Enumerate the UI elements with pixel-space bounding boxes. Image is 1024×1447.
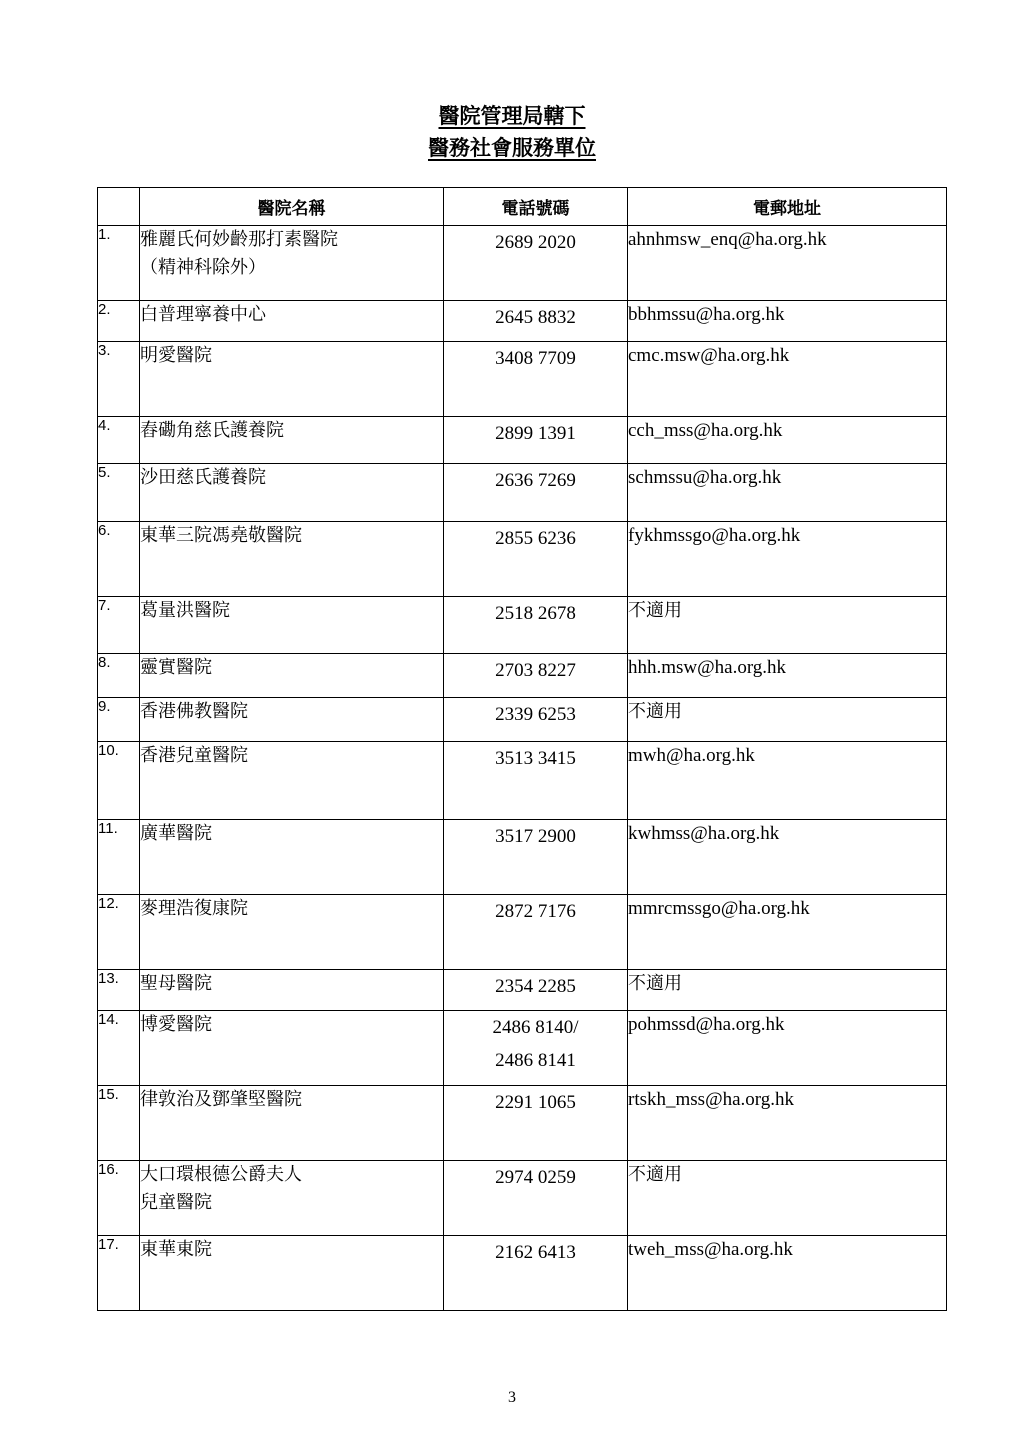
table-row (98, 342, 947, 417)
hospital-name-cell: 律敦治及鄧肇堅醫院 (140, 1086, 444, 1161)
email-cell: fykhmssgo@ha.org.hk (628, 522, 947, 597)
table-row (98, 301, 947, 342)
phone-column-header: 電話號碼 (444, 188, 628, 226)
row-number: 7. (98, 597, 140, 654)
phone-cell: 2354 2285 (444, 970, 628, 1011)
phone-cell: 2486 8140/ 2486 8141 (444, 1011, 628, 1086)
table-row (98, 522, 947, 597)
hospital-name-cell: 麥理浩復康院 (140, 895, 444, 970)
email-cell: 不適用 (628, 970, 947, 1011)
row-number: 6. (98, 522, 140, 597)
table-row (98, 1161, 947, 1236)
row-number: 16. (98, 1161, 140, 1236)
hospital-name-cell: 聖母醫院 (140, 970, 444, 1011)
table-header-row (98, 188, 947, 226)
table-body (98, 226, 947, 1311)
hospital-name-cell: 香港佛教醫院 (140, 698, 444, 742)
email-column-header: 電郵地址 (628, 188, 947, 226)
phone-cell: 3517 2900 (444, 820, 628, 895)
phone-cell: 2974 0259 (444, 1161, 628, 1236)
hospital-name-cell: 明愛醫院 (140, 342, 444, 417)
table-row (98, 820, 947, 895)
row-number: 11. (98, 820, 140, 895)
email-cell: ahnhmsw_enq@ha.org.hk (628, 226, 947, 301)
table-row (98, 698, 947, 742)
hospital-name-cell: 廣華醫院 (140, 820, 444, 895)
row-number: 15. (98, 1086, 140, 1161)
email-cell: pohmssd@ha.org.hk (628, 1011, 947, 1086)
phone-cell: 2872 7176 (444, 895, 628, 970)
hospital-name-cell: 舂磡角慈氏護養院 (140, 417, 444, 464)
phone-cell: 2339 6253 (444, 698, 628, 742)
phone-cell: 2855 6236 (444, 522, 628, 597)
table-row (98, 1086, 947, 1161)
table-row (98, 970, 947, 1011)
email-cell: bbhmssu@ha.org.hk (628, 301, 947, 342)
hospital-name-cell: 沙田慈氏護養院 (140, 464, 444, 522)
phone-cell: 3513 3415 (444, 742, 628, 820)
email-cell: cch_mss@ha.org.hk (628, 417, 947, 464)
row-number: 4. (98, 417, 140, 464)
table-row (98, 1236, 947, 1311)
phone-cell: 2899 1391 (444, 417, 628, 464)
hospital-name-cell: 香港兒童醫院 (140, 742, 444, 820)
hospital-name-cell: 東華三院馮堯敬醫院 (140, 522, 444, 597)
email-cell: 不適用 (628, 1161, 947, 1236)
phone-cell: 2689 2020 (444, 226, 628, 301)
email-cell: rtskh_mss@ha.org.hk (628, 1086, 947, 1161)
document-title: 醫院管理局轄下 (438, 104, 586, 128)
document-subtitle: 醫務社會服務單位 (428, 136, 596, 160)
row-number: 17. (98, 1236, 140, 1311)
phone-cell: 2645 8832 (444, 301, 628, 342)
page-number: 3 (508, 1389, 516, 1406)
phone-cell: 2518 2678 (444, 597, 628, 654)
table-row (98, 464, 947, 522)
hospital-name-cell: 大口環根德公爵夫人 兒童醫院 (140, 1161, 444, 1236)
table-row (98, 597, 947, 654)
row-number: 9. (98, 698, 140, 742)
hospital-name-cell: 東華東院 (140, 1236, 444, 1311)
table-row (98, 742, 947, 820)
index-column-header (98, 188, 140, 226)
row-number: 13. (98, 970, 140, 1011)
table-row (98, 417, 947, 464)
email-cell: mmrcmssgo@ha.org.hk (628, 895, 947, 970)
table-row (98, 654, 947, 698)
row-number: 10. (98, 742, 140, 820)
table-row (98, 1011, 947, 1086)
row-number: 14. (98, 1011, 140, 1086)
row-number: 8. (98, 654, 140, 698)
row-number: 3. (98, 342, 140, 417)
table-row (98, 226, 947, 301)
row-number: 2. (98, 301, 140, 342)
email-cell: cmc.msw@ha.org.hk (628, 342, 947, 417)
email-cell: 不適用 (628, 698, 947, 742)
hospital-name-cell: 白普理寧養中心 (140, 301, 444, 342)
phone-cell: 2703 8227 (444, 654, 628, 698)
hospital-name-cell: 雅麗氏何妙齡那打素醫院 （精神科除外） (140, 226, 444, 301)
row-number: 12. (98, 895, 140, 970)
email-cell: mwh@ha.org.hk (628, 742, 947, 820)
phone-cell: 2291 1065 (444, 1086, 628, 1161)
email-cell: kwhmss@ha.org.hk (628, 820, 947, 895)
medical-social-services-table (97, 187, 947, 1311)
row-number: 1. (98, 226, 140, 301)
phone-cell: 3408 7709 (444, 342, 628, 417)
email-cell: schmssu@ha.org.hk (628, 464, 947, 522)
email-cell: 不適用 (628, 597, 947, 654)
hospital-name-column-header: 醫院名稱 (140, 188, 444, 226)
hospital-name-cell: 博愛醫院 (140, 1011, 444, 1086)
email-cell: hhh.msw@ha.org.hk (628, 654, 947, 698)
hospital-name-cell: 葛量洪醫院 (140, 597, 444, 654)
row-number: 5. (98, 464, 140, 522)
hospital-name-cell: 靈實醫院 (140, 654, 444, 698)
phone-cell: 2636 7269 (444, 464, 628, 522)
phone-cell: 2162 6413 (444, 1236, 628, 1311)
email-cell: tweh_mss@ha.org.hk (628, 1236, 947, 1311)
table-row (98, 895, 947, 970)
